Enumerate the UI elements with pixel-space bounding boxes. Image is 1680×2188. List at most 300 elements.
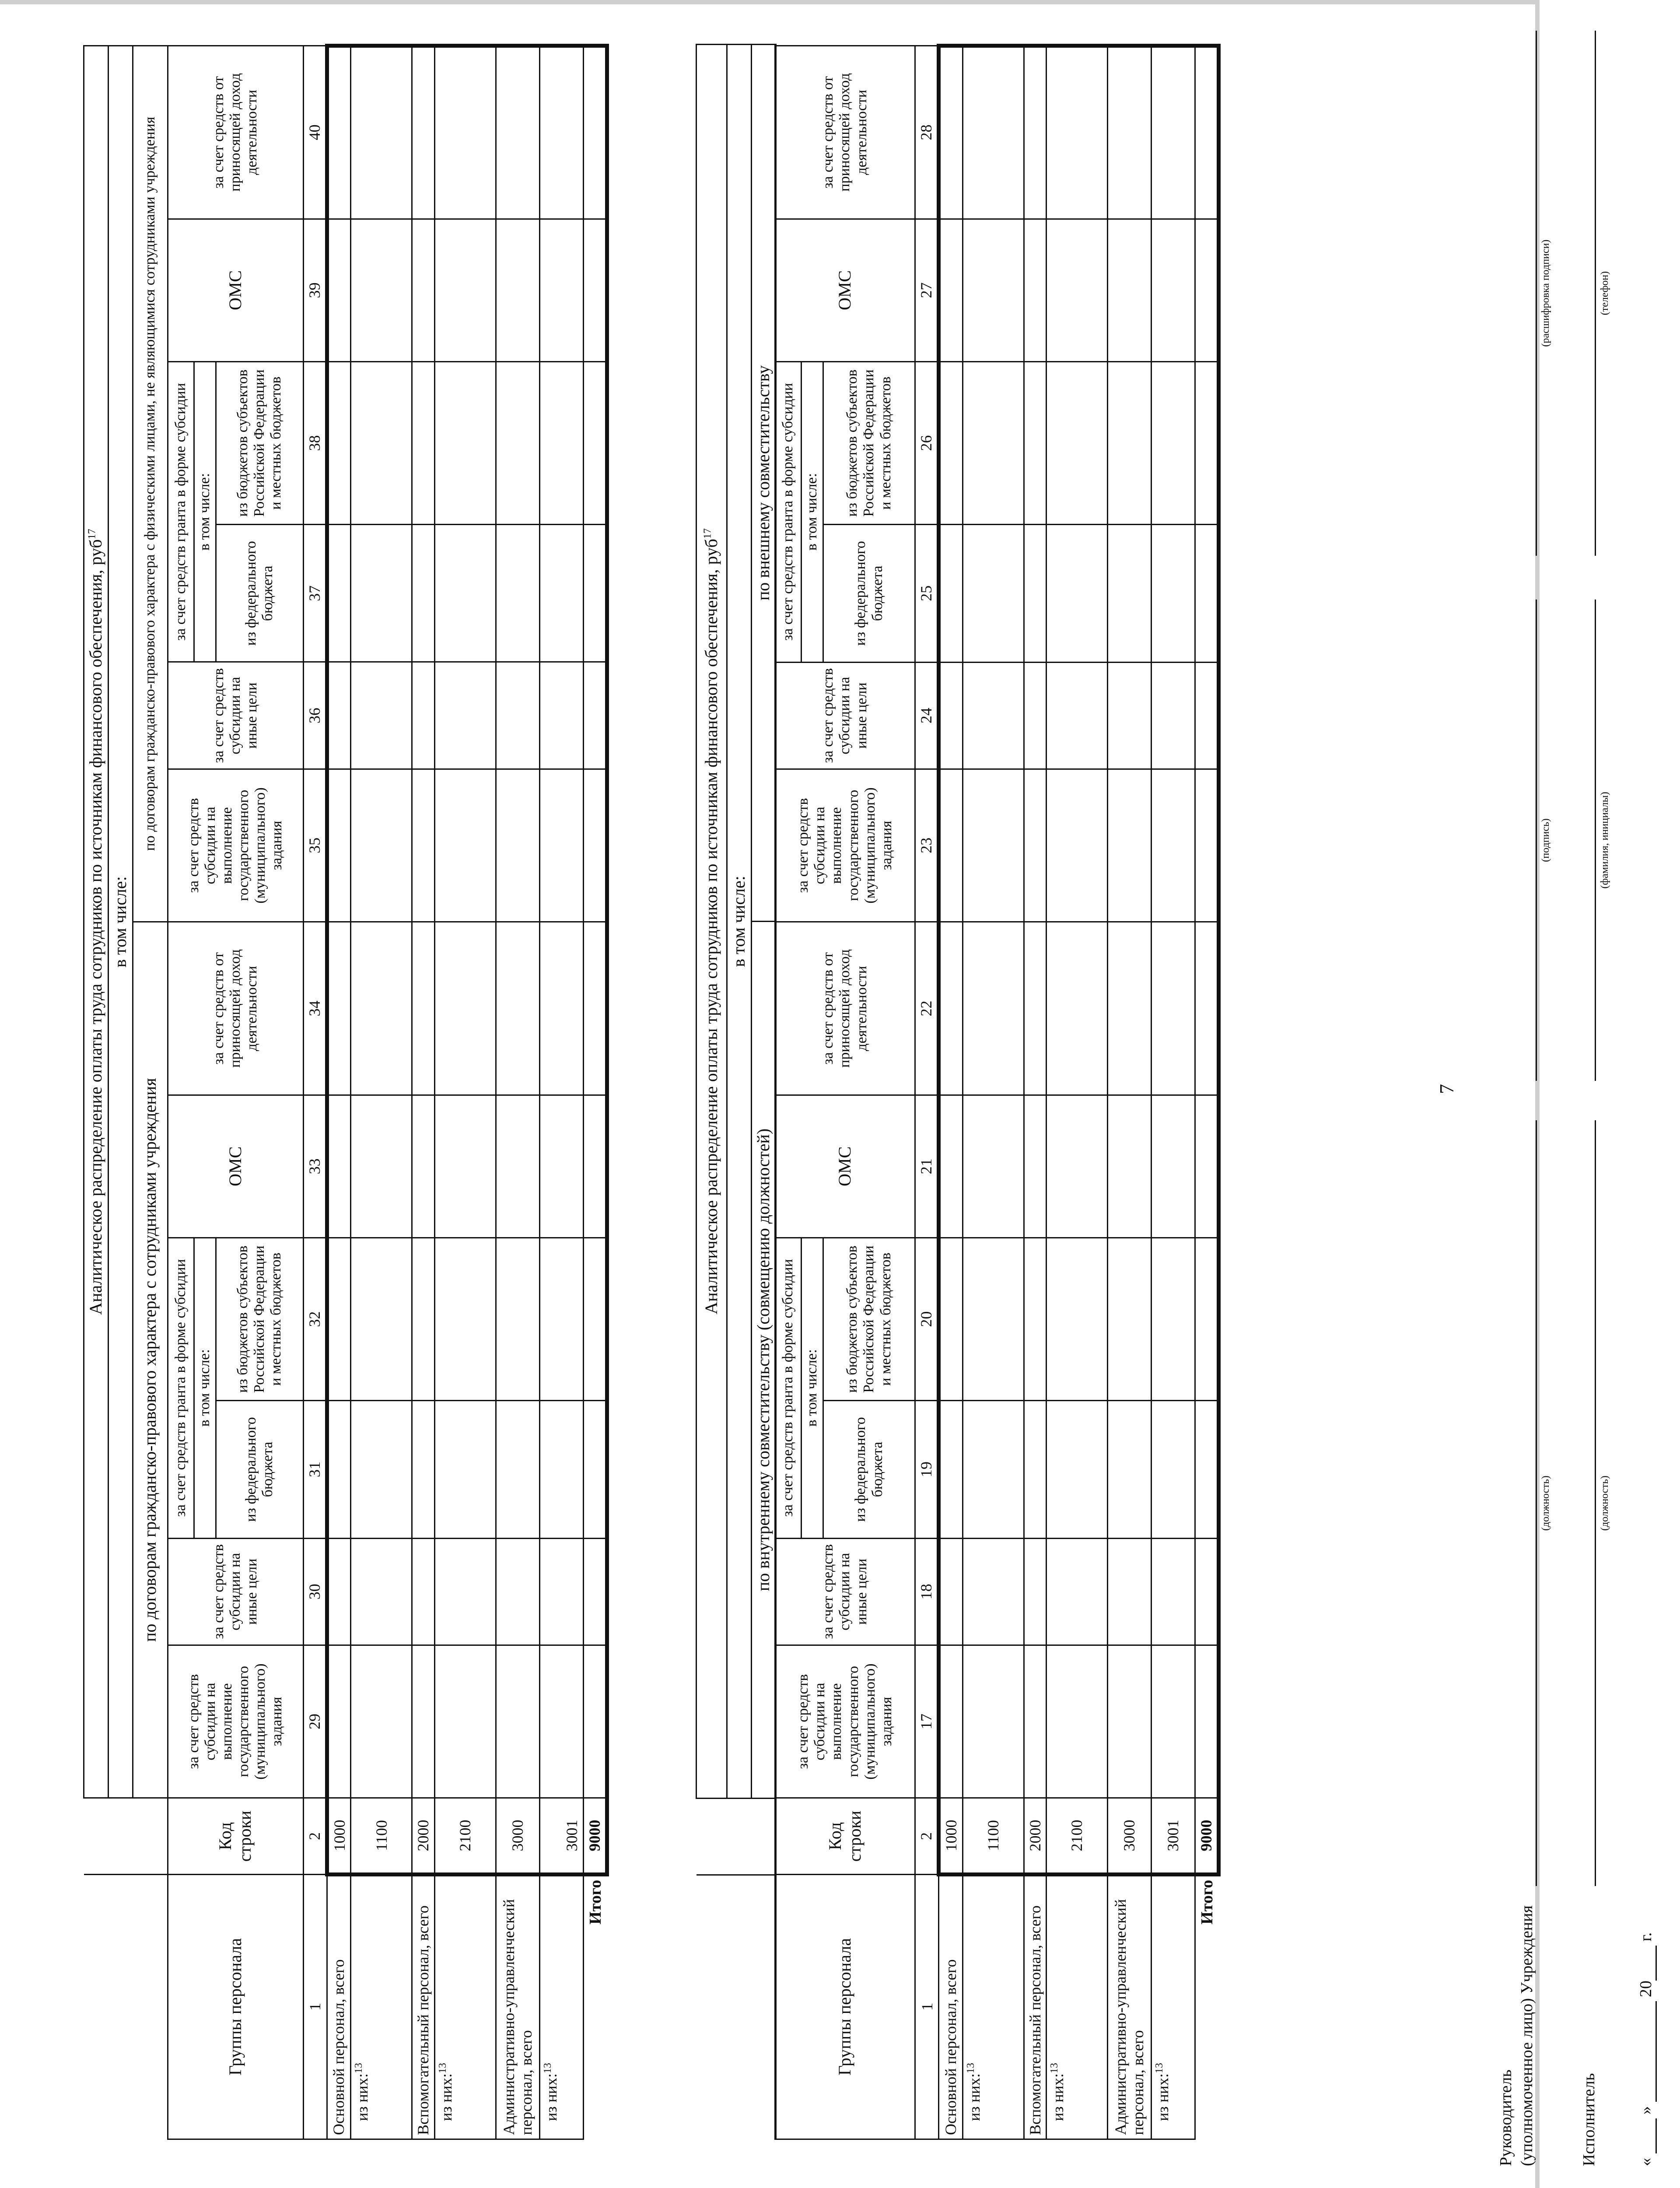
col-number: 23: [915, 769, 939, 922]
data-cell[interactable]: [1046, 1238, 1107, 1400]
data-cell[interactable]: [496, 361, 539, 524]
of-them-label: из них:: [1049, 2073, 1067, 2121]
data-cell[interactable]: [327, 1538, 350, 1645]
data-cell[interactable]: [539, 1645, 583, 1798]
col-number: 40: [303, 46, 327, 219]
data-cell[interactable]: [1107, 361, 1151, 524]
data-cell[interactable]: [1046, 1095, 1107, 1238]
row-code: 3000: [496, 1798, 539, 1875]
federal-budget-header: из федерального бюджета: [823, 525, 915, 662]
data-cell[interactable]: [583, 769, 607, 922]
of-them-label: из них:: [437, 2073, 455, 2121]
data-cell[interactable]: [1195, 46, 1218, 219]
oms-header: ОМС: [775, 219, 915, 361]
row-aux-of-them: [434, 1874, 496, 2139]
col-number: 1: [915, 1874, 939, 2139]
income-header: за счет средств от приносящей доход деятельности: [168, 46, 303, 219]
data-cell[interactable]: [1195, 922, 1218, 1095]
footnote-ref: 17: [702, 528, 714, 539]
data-cell[interactable]: [1024, 922, 1046, 1095]
data-cell[interactable]: [1107, 1095, 1151, 1238]
data-cell[interactable]: [434, 219, 496, 361]
data-cell[interactable]: [1046, 525, 1107, 662]
row-code: 3001: [1151, 1798, 1195, 1875]
other-goals-header: за счет средств субсидии на иные цели: [775, 662, 915, 769]
data-cell[interactable]: [327, 1401, 350, 1538]
data-cell[interactable]: [434, 1538, 496, 1645]
data-cell[interactable]: [583, 1538, 607, 1645]
page-number: 7: [1435, 1084, 1458, 1094]
col-number: 26: [915, 361, 939, 524]
row-admin-personnel: Административно-управленческий персонал, всего: [496, 1874, 539, 2139]
data-cell[interactable]: [583, 662, 607, 769]
data-cell[interactable]: [962, 219, 1024, 361]
data-cell[interactable]: [496, 1645, 539, 1798]
oms-header: ОМС: [168, 219, 303, 361]
table2-title: [84, 46, 108, 1798]
data-cell[interactable]: [1024, 1645, 1046, 1798]
date-year-field[interactable]: [1636, 1946, 1657, 1981]
data-cell[interactable]: [939, 1401, 962, 1538]
data-cell[interactable]: [1024, 662, 1046, 769]
data-cell[interactable]: [1195, 1401, 1218, 1538]
data-cell[interactable]: [1024, 1538, 1046, 1645]
data-cell[interactable]: [434, 769, 496, 922]
data-cell[interactable]: [496, 1238, 539, 1400]
data-cell[interactable]: [1151, 525, 1195, 662]
state-task-header: за счет средств субсидии на выполнение государственного (муниципального) задания: [168, 769, 303, 922]
date-day-field[interactable]: [1636, 2119, 1657, 2154]
data-cell[interactable]: [1107, 1645, 1151, 1798]
data-cell[interactable]: [962, 922, 1024, 1095]
data-cell[interactable]: [1046, 769, 1107, 922]
caption: (расшифровка подписи): [1540, 239, 1551, 347]
col-number: 25: [915, 525, 939, 662]
data-cell[interactable]: [1151, 769, 1195, 922]
head-position-line[interactable]: [1536, 1120, 1537, 1886]
data-cell[interactable]: [939, 922, 962, 1095]
other-goals-header: за счет средств субсидии на иные цели: [168, 1538, 303, 1645]
data-cell[interactable]: [496, 46, 539, 219]
row-aux-personnel: Вспомогательный персонал, всего: [1024, 1874, 1046, 2139]
data-cell[interactable]: [496, 922, 539, 1095]
data-cell[interactable]: [412, 1645, 434, 1798]
data-cell[interactable]: [351, 525, 412, 662]
data-cell[interactable]: [327, 219, 350, 361]
data-cell[interactable]: [1195, 361, 1218, 524]
data-cell[interactable]: [1151, 361, 1195, 524]
data-cell[interactable]: [434, 922, 496, 1095]
executor-name-line[interactable]: [1595, 600, 1596, 1081]
data-cell[interactable]: [1046, 1401, 1107, 1538]
blank-corner: [696, 1875, 776, 2140]
data-cell[interactable]: [1107, 46, 1151, 219]
col-number: 2: [915, 1798, 939, 1875]
col-number: 28: [915, 46, 939, 219]
grant-subheader: в том числе:: [194, 1238, 216, 1538]
data-cell[interactable]: [327, 662, 350, 769]
data-cell[interactable]: [327, 361, 350, 524]
data-cell[interactable]: [1195, 1645, 1218, 1798]
data-cell[interactable]: [539, 361, 583, 524]
data-cell[interactable]: [939, 1645, 962, 1798]
data-cell[interactable]: [583, 1401, 607, 1538]
signature-block: [1496, 22, 1680, 2166]
of-them-label: из них:: [354, 2073, 371, 2121]
data-cell[interactable]: [1107, 922, 1151, 1095]
data-cell[interactable]: [939, 769, 962, 922]
groups-header: Группы персонала: [775, 1874, 915, 2139]
data-cell[interactable]: [434, 525, 496, 662]
data-cell[interactable]: [583, 46, 607, 219]
data-cell[interactable]: [496, 525, 539, 662]
federal-budget-header: из федерального бюджета: [216, 525, 303, 662]
data-cell[interactable]: [1195, 1095, 1218, 1238]
other-goals-header: за счет средств субсидии на иные цели: [775, 1538, 915, 1645]
contracts-staff-header: по договорам гражданско-правового характера с сотрудниками учреждения: [133, 922, 168, 1798]
federal-budget-header: из федерального бюджета: [823, 1401, 915, 1538]
data-cell[interactable]: [539, 922, 583, 1095]
data-cell[interactable]: [351, 922, 412, 1095]
data-cell[interactable]: [496, 219, 539, 361]
other-goals-header: за счет средств субсидии на иные цели: [168, 662, 303, 769]
data-cell[interactable]: [583, 219, 607, 361]
data-cell[interactable]: [1024, 1238, 1046, 1400]
data-cell[interactable]: [1046, 922, 1107, 1095]
data-cell[interactable]: [496, 662, 539, 769]
blank-corner: [696, 1798, 776, 1875]
data-cell[interactable]: [1107, 525, 1151, 662]
data-cell[interactable]: [962, 769, 1024, 922]
data-cell[interactable]: [1024, 219, 1046, 361]
data-cell[interactable]: [939, 1238, 962, 1400]
data-cell[interactable]: [434, 1645, 496, 1798]
data-cell[interactable]: [351, 1645, 412, 1798]
data-cell[interactable]: [434, 1401, 496, 1538]
data-cell[interactable]: [496, 1538, 539, 1645]
external-combination-header: по внешнему совместительству: [751, 45, 776, 922]
data-cell[interactable]: [412, 922, 434, 1095]
data-cell[interactable]: [412, 219, 434, 361]
row-total-label: Итого: [1195, 1874, 1218, 2139]
col-number: 39: [303, 219, 327, 361]
oms-header: ОМС: [775, 1095, 915, 1238]
data-cell[interactable]: [1151, 1538, 1195, 1645]
data-cell[interactable]: [1024, 769, 1046, 922]
federal-budget-header: из федерального бюджета: [216, 1401, 303, 1538]
col-number: 21: [915, 1095, 939, 1238]
col-number: 19: [915, 1401, 939, 1538]
grant-header: за счет средств гранта в форме субсидии: [168, 1238, 194, 1538]
table2-in-that-number: в том числе:: [108, 46, 133, 1798]
table1-grid: [774, 44, 1221, 2140]
regional-budget-header: из бюджетов субъектов Российской Федерации и местных бюджетов: [823, 361, 915, 524]
row-code: 9000: [583, 1798, 607, 1875]
row-admin-of-them: [1151, 1874, 1195, 2139]
data-cell[interactable]: [412, 1401, 434, 1538]
data-cell[interactable]: [412, 1095, 434, 1238]
data-cell[interactable]: [1046, 46, 1107, 219]
data-cell[interactable]: [412, 1238, 434, 1400]
col-number: 2: [303, 1798, 327, 1875]
date-month-field[interactable]: [1636, 2002, 1657, 2102]
footnote-ref: 13: [542, 2062, 553, 2073]
data-cell[interactable]: [962, 1238, 1024, 1400]
data-cell[interactable]: [1151, 922, 1195, 1095]
executor-position-line[interactable]: [1595, 1120, 1596, 1886]
footnote-ref: 13: [353, 2062, 365, 2073]
data-cell[interactable]: [1024, 1401, 1046, 1538]
date-open-quote: «: [1637, 2158, 1655, 2166]
col-number: 35: [303, 769, 327, 922]
data-cell[interactable]: [351, 1538, 412, 1645]
data-cell[interactable]: [1046, 662, 1107, 769]
row-main-personnel: Основной персонал, всего: [327, 1874, 350, 2139]
data-cell[interactable]: [412, 662, 434, 769]
footnote-ref: 17: [86, 529, 98, 540]
grant-header: за счет средств гранта в форме субсидии: [775, 361, 802, 662]
data-cell[interactable]: [1107, 1401, 1151, 1538]
data-cell[interactable]: [1151, 46, 1195, 219]
data-cell[interactable]: [1046, 219, 1107, 361]
data-cell[interactable]: [327, 1238, 350, 1400]
row-code: 1100: [962, 1798, 1024, 1875]
data-cell[interactable]: [434, 361, 496, 524]
data-cell[interactable]: [351, 662, 412, 769]
col-number: 20: [915, 1238, 939, 1400]
data-cell[interactable]: [1195, 1238, 1218, 1400]
data-cell[interactable]: [1107, 662, 1151, 769]
data-cell[interactable]: [939, 525, 962, 662]
data-cell[interactable]: [1195, 769, 1218, 922]
row-aux-personnel: Вспомогательный персонал, всего: [412, 1874, 434, 2139]
data-cell[interactable]: [327, 1645, 350, 1798]
code-header: Код строки: [775, 1798, 915, 1875]
data-cell[interactable]: [327, 922, 350, 1095]
row-admin-of-them: [539, 1874, 583, 2139]
table1-title: [696, 45, 727, 1799]
data-cell[interactable]: [583, 525, 607, 662]
footnote-ref: 13: [1153, 2062, 1165, 2073]
head-label-2: (уполномоченное лицо) Учреждения: [1518, 1905, 1536, 2166]
row-main-of-them: [351, 1874, 412, 2139]
data-cell[interactable]: [939, 219, 962, 361]
data-cell[interactable]: [1107, 1238, 1151, 1400]
col-number: 32: [303, 1238, 327, 1400]
data-cell[interactable]: [583, 1645, 607, 1798]
data-cell[interactable]: [539, 1238, 583, 1400]
data-cell[interactable]: [351, 1401, 412, 1538]
data-cell[interactable]: [583, 1095, 607, 1238]
data-cell[interactable]: [412, 361, 434, 524]
col-number: 38: [303, 361, 327, 524]
row-code: 2000: [1024, 1798, 1046, 1875]
regional-budget-header: из бюджетов субъектов Российской Федерации и местных бюджетов: [216, 1238, 303, 1400]
col-number: 30: [303, 1538, 327, 1645]
data-cell[interactable]: [962, 1645, 1024, 1798]
regional-budget-header: из бюджетов субъектов Российской Федерации и местных бюджетов: [823, 1238, 915, 1400]
data-cell[interactable]: [1046, 1538, 1107, 1645]
row-code: 2100: [1046, 1798, 1107, 1875]
grant-subheader: в том числе:: [194, 361, 216, 662]
data-cell[interactable]: [351, 769, 412, 922]
row-admin-personnel: Административно-управленческий персонал, всего: [1107, 1874, 1151, 2139]
state-task-header: за счет средств субсидии на выполнение государственного (муниципального) задания: [775, 769, 915, 922]
col-number: 18: [915, 1538, 939, 1645]
data-cell[interactable]: [1151, 1095, 1195, 1238]
grant-subheader: в том числе:: [802, 361, 823, 662]
data-cell[interactable]: [434, 1238, 496, 1400]
table2-title-text: Аналитическое распределение оплаты труда сотрудников по источникам финансового обеспечения, руб: [86, 539, 105, 1315]
of-them-label: из них:: [1154, 2073, 1172, 2121]
data-cell[interactable]: [1024, 361, 1046, 524]
data-cell[interactable]: [1151, 219, 1195, 361]
footnote-ref: 13: [437, 2062, 448, 2073]
data-cell[interactable]: [1046, 361, 1107, 524]
data-cell[interactable]: [1046, 1645, 1107, 1798]
data-cell[interactable]: [962, 46, 1024, 219]
income-header: за счет средств от приносящей доход деятельности: [168, 922, 303, 1095]
row-main-of-them: [962, 1874, 1024, 2139]
data-cell[interactable]: [939, 1095, 962, 1238]
data-cell[interactable]: [1107, 219, 1151, 361]
data-cell[interactable]: [539, 219, 583, 361]
state-task-header: за счет средств субсидии на выполнение государственного (муниципального) задания: [168, 1645, 303, 1798]
data-cell[interactable]: [1195, 1538, 1218, 1645]
data-cell[interactable]: [539, 769, 583, 922]
civil-contracts-pay-table: [83, 44, 609, 2140]
data-cell[interactable]: [539, 46, 583, 219]
data-cell[interactable]: [496, 769, 539, 922]
executor-label: Исполнитель: [1580, 2073, 1598, 2166]
col-number: 24: [915, 662, 939, 769]
of-them-label: из них:: [965, 2073, 983, 2121]
data-cell[interactable]: [962, 1538, 1024, 1645]
data-cell[interactable]: [496, 1401, 539, 1538]
data-cell[interactable]: [1195, 662, 1218, 769]
data-cell[interactable]: [1195, 219, 1218, 361]
rotated-landscape-page: [57, 22, 1501, 2166]
data-cell[interactable]: [351, 46, 412, 219]
footnote-ref: 13: [965, 2062, 976, 2073]
data-cell[interactable]: [351, 1238, 412, 1400]
table1-title-text: Аналитическое распределение оплаты труда сотрудников по источникам финансового обеспечения, руб: [701, 539, 721, 1315]
data-cell[interactable]: [327, 46, 350, 219]
data-cell[interactable]: [1151, 1401, 1195, 1538]
row-total-label: Итого: [583, 1874, 607, 2139]
head-signature-line[interactable]: [1536, 600, 1537, 1081]
data-cell[interactable]: [496, 1095, 539, 1238]
data-cell[interactable]: [583, 1238, 607, 1400]
blank-corner: [84, 1874, 168, 2139]
data-cell[interactable]: [583, 361, 607, 524]
col-number: 27: [915, 219, 939, 361]
col-number: 17: [915, 1645, 939, 1798]
col-number: 37: [303, 525, 327, 662]
head-label: Руководитель: [1497, 2069, 1515, 2166]
data-cell[interactable]: [1024, 46, 1046, 219]
grant-header: за счет средств гранта в форме субсидии: [775, 1238, 802, 1538]
row-main-personnel: Основной персонал, всего: [939, 1874, 962, 2139]
data-cell[interactable]: [434, 1095, 496, 1238]
income-header: за счет средств от приносящей доход деятельности: [775, 922, 915, 1095]
data-cell[interactable]: [539, 1401, 583, 1538]
data-cell[interactable]: [539, 662, 583, 769]
row-code: 2000: [412, 1798, 434, 1875]
data-cell[interactable]: [1107, 769, 1151, 922]
data-cell[interactable]: [1151, 1645, 1195, 1798]
data-cell[interactable]: [412, 1538, 434, 1645]
data-cell[interactable]: [434, 662, 496, 769]
data-cell[interactable]: [412, 525, 434, 662]
data-cell[interactable]: [962, 662, 1024, 769]
date-suffix: г.: [1637, 1932, 1655, 1942]
oms-header: ОМС: [168, 1095, 303, 1238]
data-cell[interactable]: [962, 525, 1024, 662]
data-cell[interactable]: [939, 361, 962, 524]
internal-external-pay-table: [696, 44, 777, 2140]
data-cell[interactable]: [539, 1538, 583, 1645]
caption: (телефон): [1599, 271, 1610, 316]
col-number: 22: [915, 922, 939, 1095]
col-number: 33: [303, 1095, 327, 1238]
data-cell[interactable]: [1151, 662, 1195, 769]
contracts-nonstaff-header: по договорам гражданско-правового характера с физическими лицами, не являющимися сотрудниками учреждения: [133, 46, 168, 922]
data-cell[interactable]: [1107, 1538, 1151, 1645]
data-cell[interactable]: [327, 525, 350, 662]
data-cell[interactable]: [939, 662, 962, 769]
data-cell[interactable]: [351, 361, 412, 524]
data-cell[interactable]: [434, 46, 496, 219]
data-cell[interactable]: [327, 769, 350, 922]
data-cell[interactable]: [1195, 525, 1218, 662]
data-cell[interactable]: [539, 525, 583, 662]
data-cell[interactable]: [583, 922, 607, 1095]
state-task-header: за счет средств субсидии на выполнение государственного (муниципального) задания: [775, 1645, 915, 1798]
col-number: 34: [303, 922, 327, 1095]
data-cell[interactable]: [962, 361, 1024, 524]
row-aux-of-them: [1046, 1874, 1107, 2139]
col-number: 31: [303, 1401, 327, 1538]
data-cell[interactable]: [962, 1401, 1024, 1538]
data-cell[interactable]: [1024, 1095, 1046, 1238]
data-cell[interactable]: [412, 46, 434, 219]
row-code: 3001: [539, 1798, 583, 1875]
caption: (подпись): [1540, 818, 1551, 862]
head-decoding-line[interactable]: [1536, 31, 1537, 556]
data-cell[interactable]: [327, 1095, 350, 1238]
data-cell[interactable]: [939, 1538, 962, 1645]
col-number: 29: [303, 1645, 327, 1798]
date-line: [1636, 1932, 1657, 2166]
data-cell[interactable]: [1151, 1238, 1195, 1400]
data-cell[interactable]: [351, 1095, 412, 1238]
row-code: 1100: [351, 1798, 412, 1875]
blank-corner: [84, 1798, 168, 1875]
date-year-prefix: 20: [1637, 1981, 1655, 1997]
data-cell[interactable]: [539, 1095, 583, 1238]
data-cell[interactable]: [1024, 525, 1046, 662]
footnote-ref: 13: [1048, 2062, 1060, 2073]
caption: (должность): [1540, 1476, 1551, 1531]
data-cell[interactable]: [351, 219, 412, 361]
data-cell[interactable]: [939, 46, 962, 219]
grant-subheader: в том числе:: [802, 1238, 823, 1538]
executor-phone-line[interactable]: [1595, 31, 1596, 556]
data-cell[interactable]: [962, 1095, 1024, 1238]
data-cell[interactable]: [412, 769, 434, 922]
row-code: 2100: [434, 1798, 496, 1875]
